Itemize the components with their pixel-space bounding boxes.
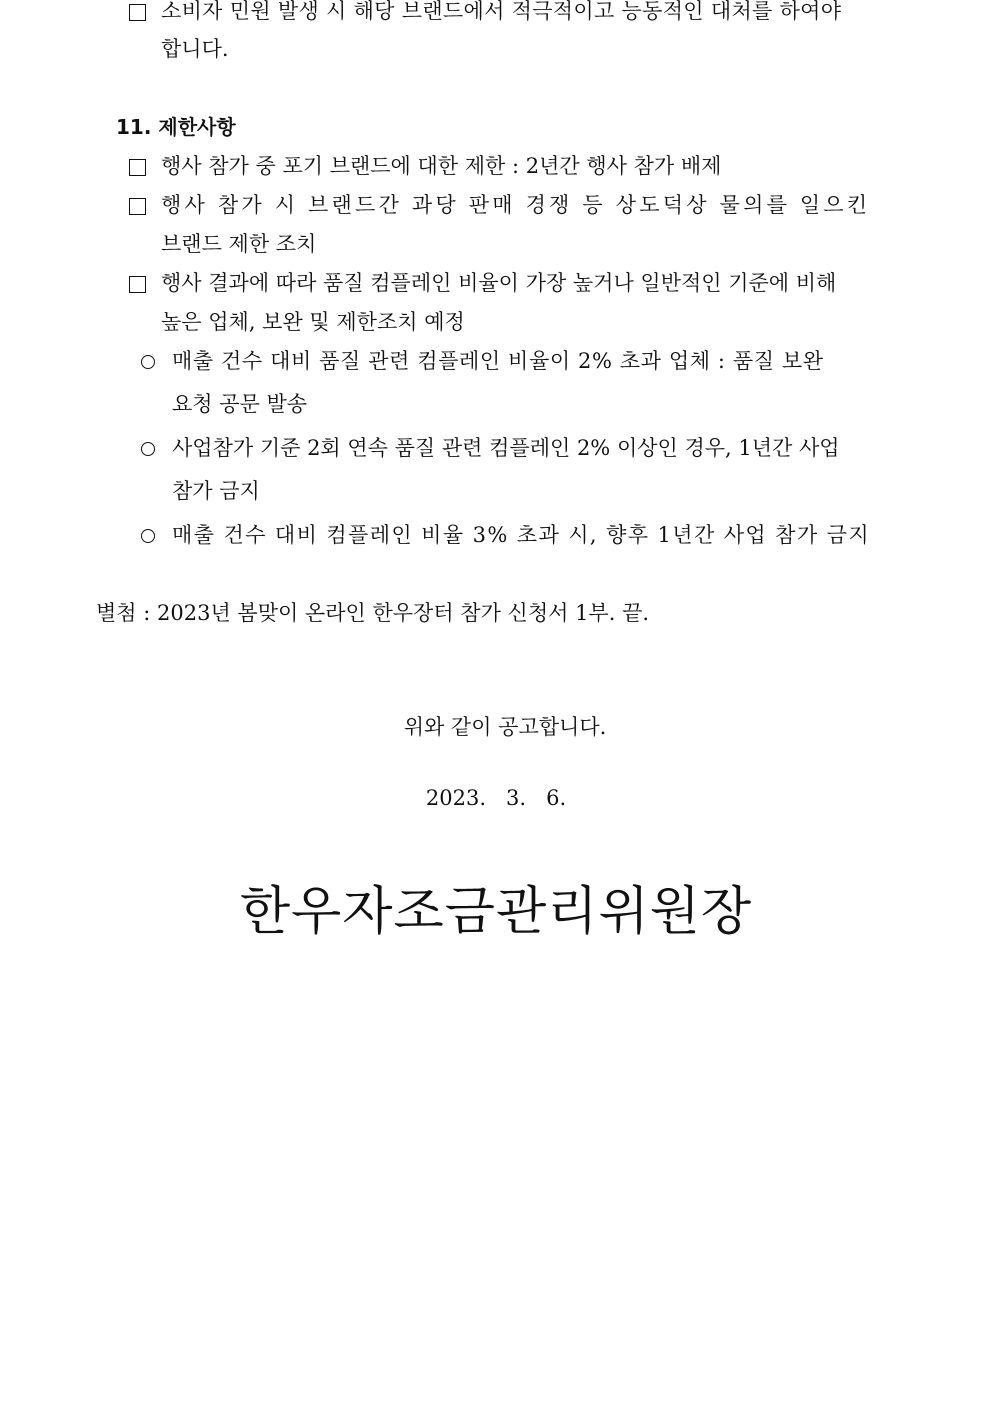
circle-bullet-icon — [141, 355, 155, 369]
subitem-1-line2: 요청 공문 발송 — [172, 392, 308, 416]
restriction-item-2-line2: 브랜드 제한 조치 — [161, 232, 317, 256]
restriction-item-3-line2: 높은 업체, 보완 및 제한조치 예정 — [161, 310, 465, 334]
square-bullet-icon — [129, 159, 146, 176]
restriction-item-1-line1: 행사 참가 중 포기 브랜드에 대한 제한 : 2년간 행사 참가 배제 — [161, 154, 722, 178]
circle-bullet-icon — [141, 529, 155, 543]
subitem-1-line1: 매출 건수 대비 품질 관련 컴플레인 비율이 2% 초과 업체 : 품질 보완 — [172, 349, 824, 373]
square-bullet-icon — [129, 276, 146, 293]
subitem-2-line1: 사업참가 기준 2회 연속 품질 관련 컴플레인 2% 이상인 경우, 1년간 사업 — [172, 436, 840, 460]
section10-item-line1: 소비자 민원 발생 시 해당 브랜드에서 적극적이고 능동적인 대처를 하여야 — [161, 0, 842, 23]
closing-statement: 위와 같이 공고합니다. — [403, 715, 607, 739]
restriction-item-2-line1 — [161, 190, 897, 220]
announcement-date: 2023. 3. 6. — [425, 786, 567, 810]
restriction-item-3-line1: 행사 결과에 따라 품질 컴플레인 비율이 가장 높거나 일반적인 기준에 비해 — [161, 271, 837, 295]
square-bullet-icon — [129, 198, 146, 215]
square-bullet-icon — [129, 4, 146, 21]
attachment-note: 별첨 : 2023년 봄맞이 온라인 한우장터 참가 신청서 1부. 끝. — [96, 601, 650, 625]
section10-item-line2: 합니다. — [161, 37, 229, 61]
subitem-2-line2: 참가 금지 — [172, 479, 260, 503]
section-heading: 11. 제한사항 — [116, 115, 236, 139]
restriction-item-2-text: 행사 참가 시 브랜드간 과당 판매 경쟁 등 상도덕상 물의를 일으킨 — [161, 193, 871, 217]
issuer-signature: 한우자조금관리위원장 — [239, 882, 753, 942]
subitem-3-line1: 매출 건수 대비 컴플레인 비율 3% 초과 시, 향후 1년간 사업 참가 금지 — [172, 523, 871, 547]
circle-bullet-icon — [141, 442, 155, 456]
